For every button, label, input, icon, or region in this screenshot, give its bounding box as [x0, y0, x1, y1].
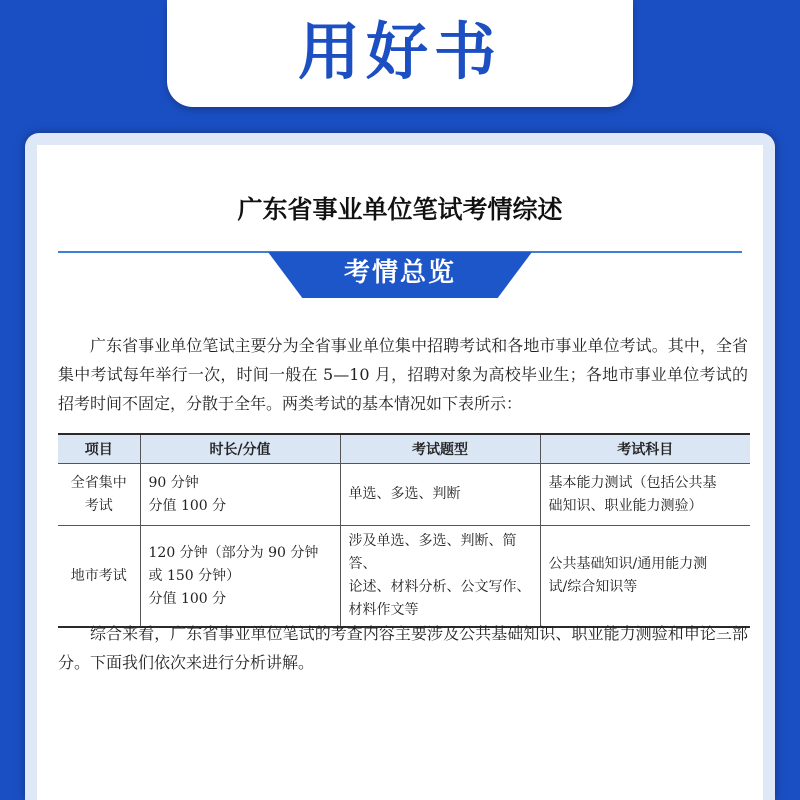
cell-line: 材料作文等 — [348, 602, 419, 618]
intro-line: 中，全省集中考试每年举行一次，时间一般在 5—10 月，招聘对象为高校毕业生；各地市事业 — [58, 336, 748, 384]
document-title: 广东省事业单位笔试考情综述 — [237, 195, 563, 224]
cell-types — [340, 464, 540, 526]
cell-item — [58, 526, 140, 628]
header-types: 考试题型 — [340, 434, 540, 464]
intro-paragraph — [58, 331, 748, 418]
banner-title: 用好书 — [297, 15, 502, 88]
cell-subjects — [540, 464, 750, 526]
cell-line: 地市考试 — [70, 567, 127, 584]
top-banner — [167, 0, 633, 107]
cell-line: 单选、多选、判断 — [348, 486, 461, 502]
table-row — [58, 526, 750, 628]
cell-line: 公共基础知识/通用能力测 — [548, 556, 708, 572]
summary-paragraph — [58, 619, 748, 677]
intro-line: 广东省事业单位笔试主要分为全省事业单位集中招聘考试和各地市事业单位考试。其 — [90, 336, 684, 355]
header-duration: 时长/分值 — [140, 434, 340, 464]
summary-line: 综合来看，广东省事业单位笔试的考查内容主要涉及公共基础知识、职业能力测验和申 — [90, 624, 700, 643]
header-subjects: 考试科目 — [540, 434, 750, 464]
cell-duration — [140, 464, 340, 526]
cell-line: 120 分钟（部分为 90 分钟 — [148, 544, 319, 561]
header-item: 项目 — [58, 434, 140, 464]
cell-line: 考试 — [84, 497, 113, 514]
cell-line: 涉及单选、多选、判断、简答、 — [348, 533, 517, 572]
cell-line: 或 150 分钟） — [148, 567, 241, 584]
intro-line: 单位考试的招考时间不固定，分散于全年。两类考试的基本情况如下表所示： — [58, 365, 748, 413]
cell-line: 90 分钟 — [148, 474, 199, 491]
cell-duration — [140, 526, 340, 628]
cell-item — [58, 464, 140, 526]
cell-line: 试/综合知识等 — [548, 579, 638, 595]
table-row — [58, 464, 750, 526]
cell-line: 基本能力测试（包括公共基 — [548, 474, 717, 491]
cell-subjects — [540, 526, 750, 628]
exam-info-table — [58, 433, 750, 628]
summary-line: 论三部分。下面我们依次来进行分析讲解。 — [58, 624, 748, 672]
table-header-row — [58, 434, 750, 464]
cell-line: 分值 100 分 — [148, 590, 227, 607]
cell-line: 论述、材料分析、公文写作、 — [348, 579, 531, 595]
section-label: 考情总览 — [343, 258, 456, 288]
cell-line: 分值 100 分 — [148, 497, 227, 514]
cell-types — [340, 526, 540, 628]
cell-line: 础知识、职业能力测验） — [548, 497, 703, 514]
cell-line: 全省集中 — [70, 474, 127, 491]
